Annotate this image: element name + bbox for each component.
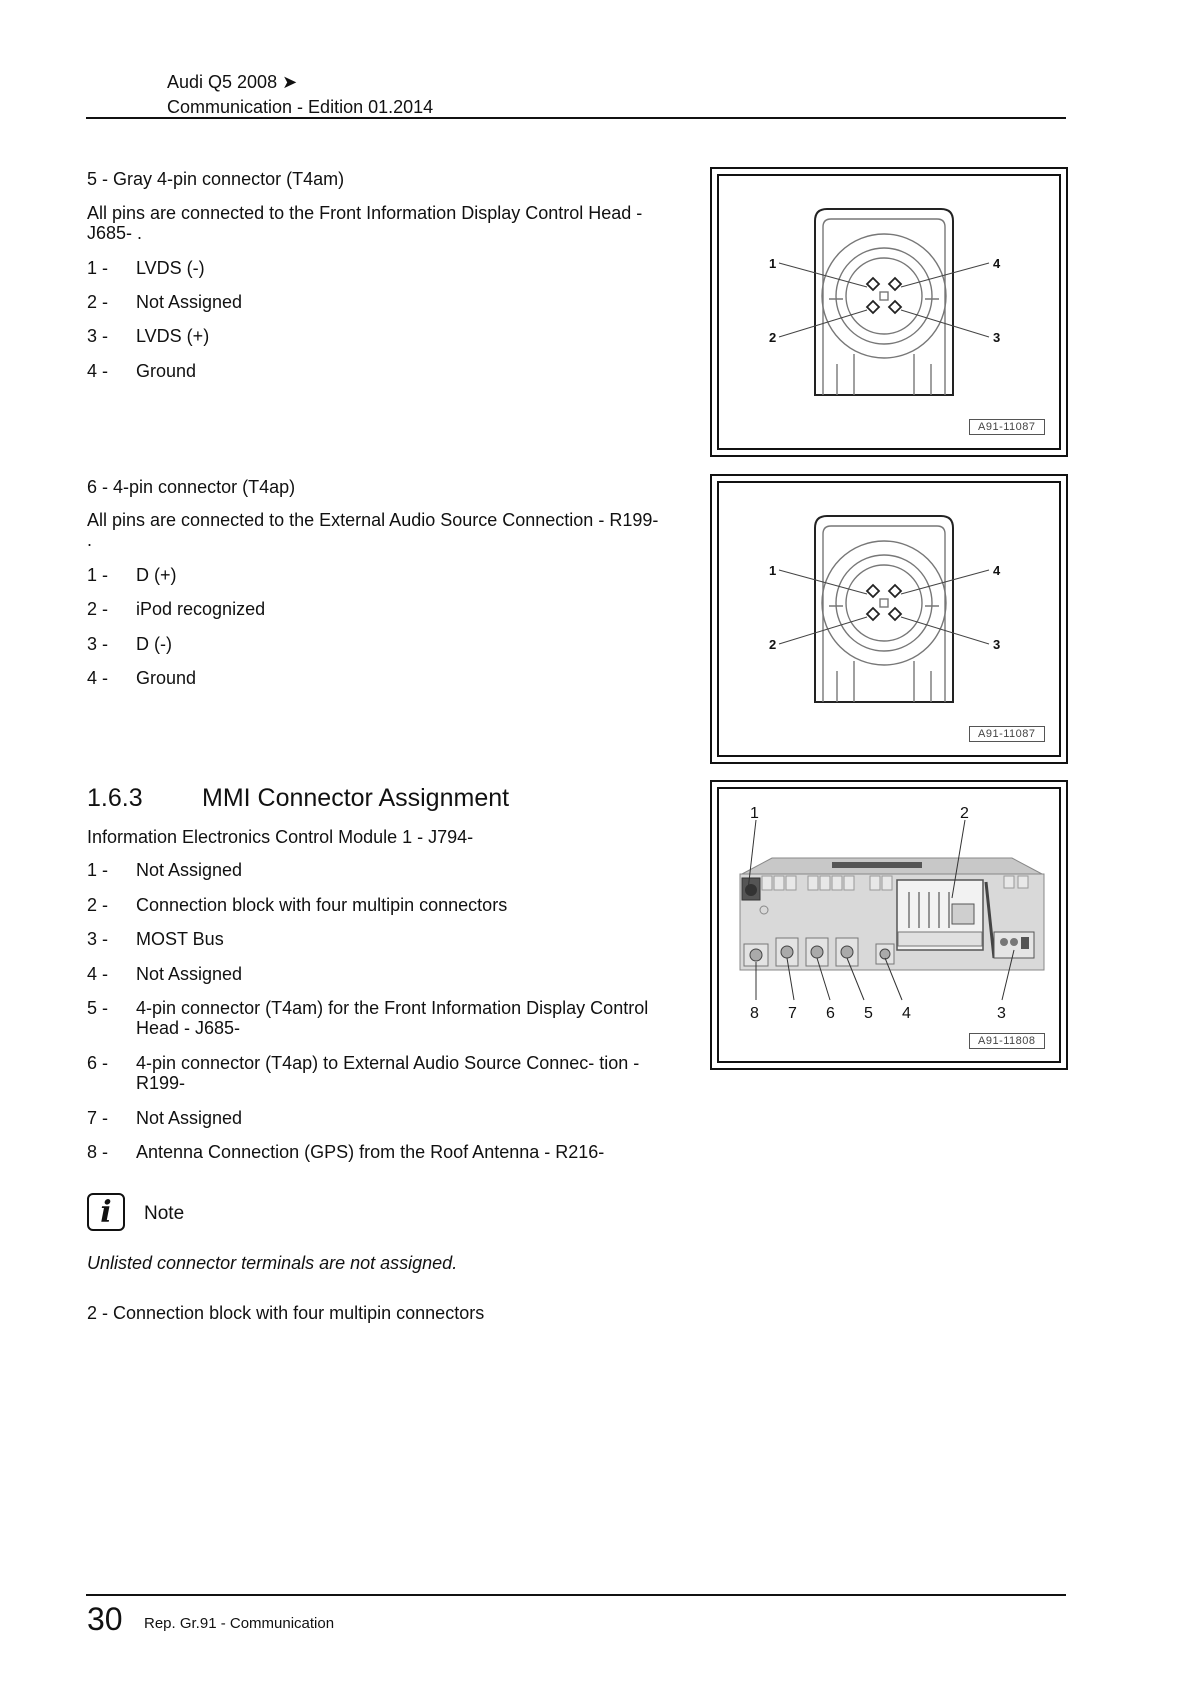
callout-2: 2 — [769, 637, 777, 652]
connector-drawing — [712, 476, 1066, 762]
page-number: 30 — [87, 1601, 123, 1637]
section6-pin — [87, 634, 687, 654]
pin-label: Ground — [136, 668, 197, 688]
item-number: 1 - — [87, 860, 109, 880]
callout-1: 1 — [769, 563, 777, 578]
pin-label: LVDS (-) — [136, 258, 205, 278]
pin-label: LVDS (+) — [136, 326, 210, 346]
item-number: 4 - — [87, 964, 109, 984]
mmi-item — [87, 929, 687, 949]
mmi-item — [87, 998, 667, 1038]
item-label: Not Assigned — [136, 964, 243, 984]
section6-description: All pins are connected to the External Audio Source Connection - R199- . — [87, 510, 659, 550]
section-heading — [87, 783, 509, 813]
mmi-item — [87, 1053, 667, 1093]
header-model: Audi Q5 2008 ➤ — [167, 72, 298, 92]
figure-id: A91-11087 — [969, 419, 1045, 435]
callout-7: 7 — [788, 1005, 797, 1022]
mmi-unit-drawing — [712, 782, 1066, 1068]
pin-number: 4 - — [87, 668, 109, 688]
section6-pin — [87, 599, 687, 619]
item-number: 5 - — [87, 998, 109, 1018]
pin-number: 3 - — [87, 634, 109, 654]
pin-label: Not Assigned — [136, 292, 243, 312]
section6-pin — [87, 668, 687, 688]
item-label: 4-pin connector (T4am) for the Front Information Display Control Head - J685- — [136, 998, 649, 1038]
pin-label: iPod recognized — [136, 599, 266, 619]
connector-figure-t4am — [710, 167, 1068, 457]
callout-4: 4 — [993, 563, 1001, 578]
info-icon-glyph: i — [100, 1194, 112, 1230]
item-number: 3 - — [87, 929, 109, 949]
pin-number: 4 - — [87, 361, 109, 381]
item-label: 4-pin connector (T4ap) to External Audio Source Connec- tion - R199- — [136, 1053, 640, 1093]
header-edition: Communication - Edition 01.2014 — [167, 97, 434, 117]
callout-1: 1 — [750, 805, 759, 822]
callout-2: 2 — [960, 805, 969, 822]
footer-divider — [86, 1594, 1066, 1596]
mmi-item — [87, 895, 687, 915]
section5-pin — [87, 326, 687, 346]
callout-3: 3 — [993, 637, 1001, 652]
item-number: 8 - — [87, 1142, 109, 1162]
item-number: 7 - — [87, 1108, 109, 1128]
section5-title: 5 - Gray 4-pin connector (T4am) — [87, 169, 345, 189]
pin-number: 3 - — [87, 326, 109, 346]
callout-6: 6 — [826, 1005, 835, 1022]
pin-number: 2 - — [87, 599, 109, 619]
mmi-subtitle: Information Electronics Control Module 1 - J794- — [87, 827, 474, 847]
mmi-unit-figure — [710, 780, 1068, 1070]
section5-pin — [87, 258, 687, 278]
mmi-item — [87, 1142, 707, 1162]
mmi-item — [87, 964, 687, 984]
pin-label: D (+) — [136, 565, 177, 585]
section6-title: 6 - 4-pin connector (T4ap) — [87, 477, 296, 497]
note-label: Note — [144, 1203, 185, 1224]
item-number: 6 - — [87, 1053, 109, 1073]
figure-id: A91-11087 — [969, 726, 1045, 742]
mmi-item — [87, 860, 687, 880]
callout-5: 5 — [864, 1005, 873, 1022]
callout-8: 8 — [750, 1005, 759, 1022]
pin-label: D (-) — [136, 634, 172, 654]
item-number: 2 - — [87, 895, 109, 915]
pin-number: 1 - — [87, 258, 109, 278]
section5-pin — [87, 361, 687, 381]
figure-id: A91-11808 — [969, 1033, 1045, 1049]
footer-text: Rep. Gr.91 - Communication — [144, 1615, 335, 1632]
item-label: Not Assigned — [136, 860, 243, 880]
header-divider — [86, 117, 1066, 119]
section-number: 1.6.3 — [87, 784, 143, 812]
section5-pin — [87, 292, 687, 312]
connector-drawing — [712, 169, 1066, 455]
callout-4: 4 — [902, 1005, 911, 1022]
section-heading-text: MMI Connector Assignment — [202, 784, 510, 812]
callout-4: 4 — [993, 256, 1001, 271]
pin-number: 1 - — [87, 565, 109, 585]
item-label: MOST Bus — [136, 929, 224, 949]
mmi-item — [87, 1108, 687, 1128]
pin-number: 2 - — [87, 292, 109, 312]
item-label: Not Assigned — [136, 1108, 243, 1128]
callout-3: 3 — [993, 330, 1001, 345]
section5-description: All pins are connected to the Front Information Display Control Head - J685- . — [87, 203, 643, 243]
callout-2: 2 — [769, 330, 777, 345]
callout-1: 1 — [769, 256, 777, 271]
connector-figure-t4ap — [710, 474, 1068, 764]
section6-pin — [87, 565, 687, 585]
note-text: Unlisted connector terminals are not assigned. — [87, 1253, 458, 1273]
pin-label: Ground — [136, 361, 197, 381]
callout-3: 3 — [997, 1005, 1006, 1022]
subsection2-title: 2 - Connection block with four multipin connectors — [87, 1303, 485, 1323]
item-label: Connection block with four multipin connectors — [136, 895, 508, 915]
item-label: Antenna Connection (GPS) from the Roof Antenna - R216- — [136, 1142, 605, 1162]
info-icon — [87, 1193, 125, 1231]
